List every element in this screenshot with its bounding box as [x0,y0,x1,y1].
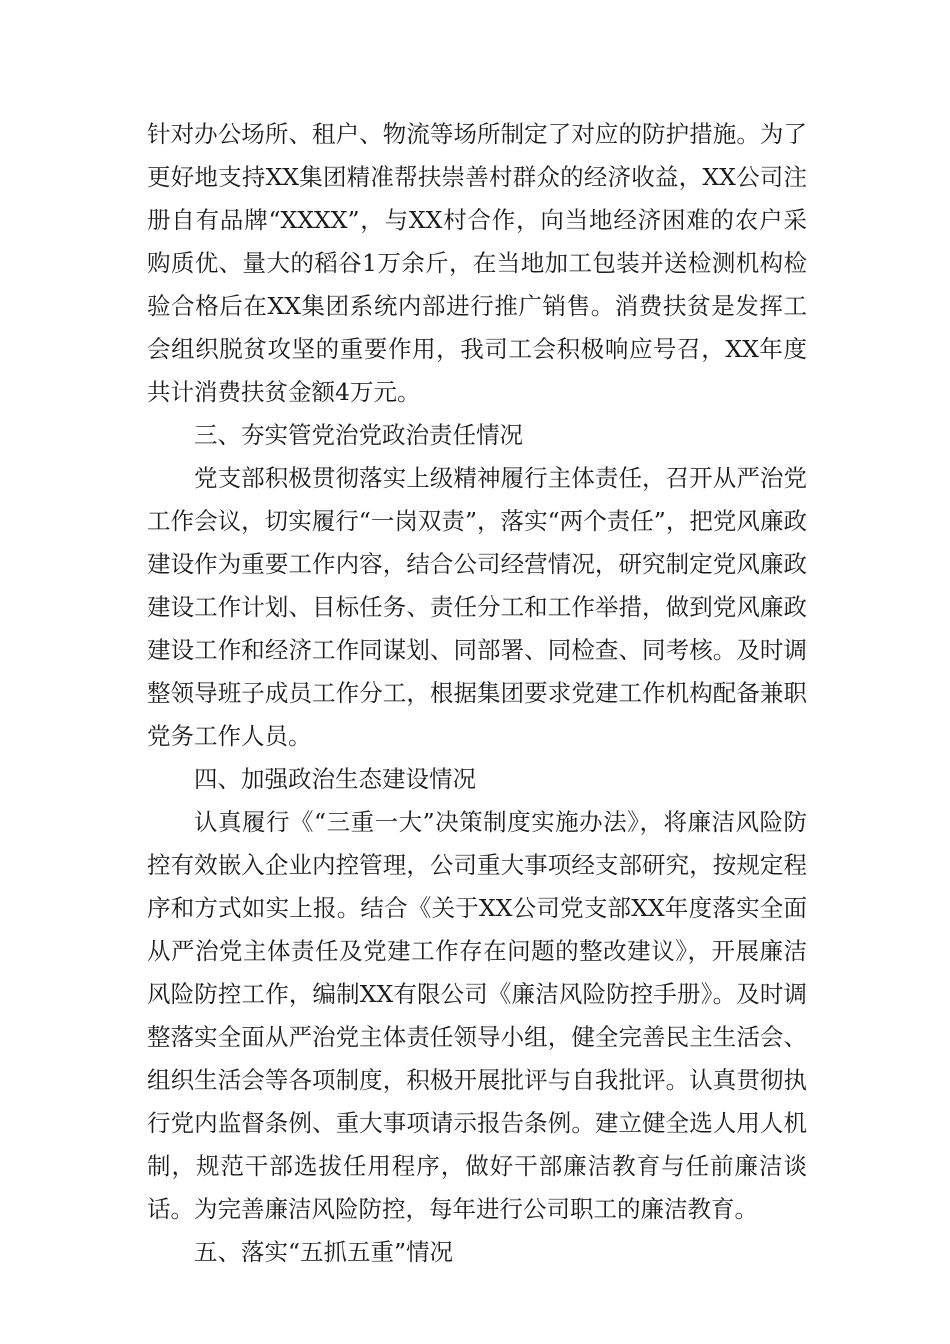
section-heading-3: 三、夯实管党治党政治责任情况 [194,421,523,449]
paragraph-epidemic-and-poverty-relief: 针对办公场所、租户、物流等场所制定了对应的防护措施。为了更好地支持XX集团精准帮扶崇善村群众的经济收益，XX公司注册自有品牌“XXXX”，与XX村合作，向当地经济困难的农户采购质优、量大的稻谷1万余斤，在当地加工包装并送检测机构检验合格后在XX集团系统内部进行推广销售。消费扶贫是发挥工会组织脱贫攻坚的重要作用，我司工会积极响应号召，XX年度共计消费扶贫金额4万元。 [147,120,807,406]
section-heading-4: 四、加强政治生态建设情况 [194,765,476,793]
paragraph-political-ecology: 认真履行《“三重一大”决策制度实施办法》，将廉洁风险防控有效嵌入企业内控管理，公司重大事项经支部研究，按规定程序和方式如实上报。结合《关于XX公司党支部XX年度落实全面从严治党主体责任及党建工作存在问题的整改建议》，开展廉洁风险防控工作，编制XX有限公司《廉洁风险防控手册》。及时调整落实全面从严治党主体责任领导小组，健全完善民主生活会、组织生活会等各项制度，积极开展批评与自我批评。认真贯彻执行党内监督条例、重大事项请示报告条例。建立健全选人用人机制，规范干部选拔任用程序，做好干部廉洁教育与任前廉洁谈话。为完善廉洁风险防控，每年进行公司职工的廉洁教育。 [147,808,807,1223]
document-page [147,113,807,1274]
paragraph-party-responsibility: 党支部积极贯彻落实上级精神履行主体责任，召开从严治党工作会议，切实履行“一岗双责”，落实“两个责任”，把党风廉政建设作为重要工作内容，结合公司经营情况，研究制定党风廉政建设工作计划、目标任务、责任分工和工作举措，做到党风廉政建设工作和经济工作同谋划、同部署、同检查、同考核。及时调整领导班子成员工作分工，根据集团要求党建工作机构配备兼职党务工作人员。 [147,464,807,750]
section-heading-5: 五、落实“五抓五重”情况 [194,1238,454,1266]
